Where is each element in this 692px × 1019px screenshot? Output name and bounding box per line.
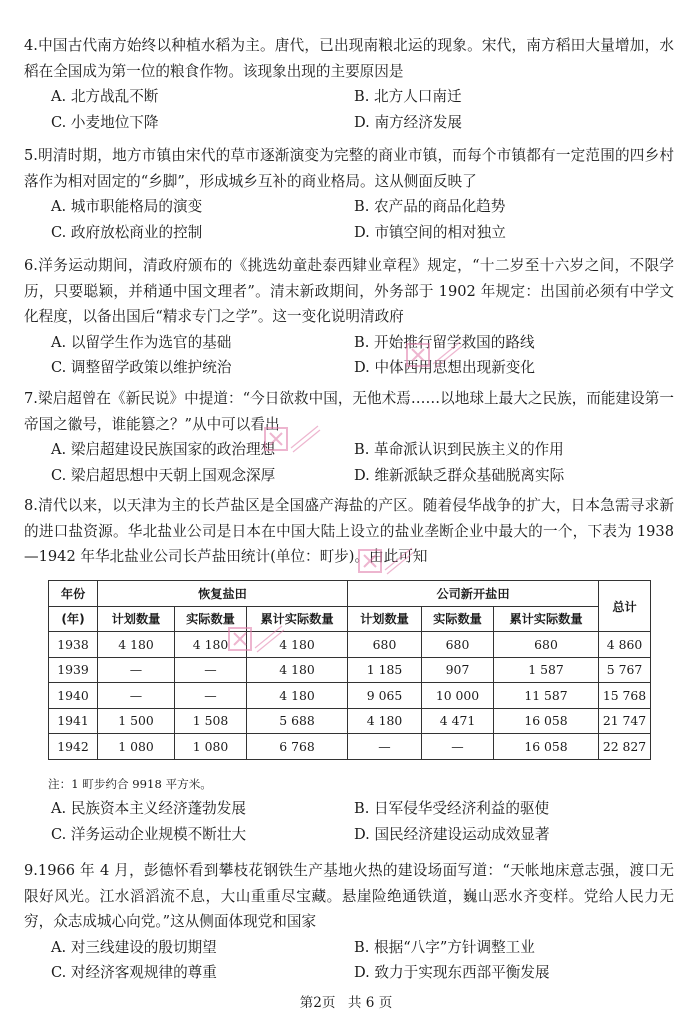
table-note: 注：1 町步约合 9918 平方米。 — [48, 777, 212, 791]
table-row — [49, 683, 651, 709]
value-cell: 1 185 — [348, 657, 422, 683]
value-cell: — — [98, 683, 175, 709]
question-8 — [24, 493, 674, 570]
question-stem: 9.1966 年 4 月，彭德怀看到攀枝花钢铁生产基地火热的建设场面写道：“天帐地床意志强，渡口无限好风光。江水滔滔流不息，大山重重尽宝藏。悬崖险绝通铁道，巍山恶水齐变样。党给人民力无穷，众志成城心向党。”这从侧面体现党和国家 — [24, 862, 674, 930]
watermark-stamp-icon — [356, 540, 416, 584]
option-b[interactable]: B. 根据“八字”方针调整工业 — [354, 938, 535, 956]
option-b[interactable]: B. 农产品的商品化趋势 — [354, 198, 506, 215]
option-a[interactable]: A. 城市职能格局的演变 — [51, 198, 203, 215]
year-cell: 1942 — [49, 734, 98, 760]
value-cell: 1 587 — [494, 657, 599, 683]
value-cell: 4 180 — [348, 708, 422, 734]
value-cell: 1 508 — [175, 708, 247, 734]
option-d[interactable]: D. 南方经济发展 — [354, 113, 463, 131]
value-cell: 9 065 — [348, 683, 422, 709]
table-header-row — [49, 581, 651, 607]
value-cell: 4 471 — [422, 708, 494, 734]
question-5 — [24, 143, 674, 245]
options-grid — [24, 437, 674, 488]
table-body — [49, 632, 651, 760]
option-c[interactable]: C. 梁启超思想中天朝上国观念深厚 — [51, 466, 276, 484]
total-cell: 4 860 — [599, 632, 651, 658]
table-row — [49, 632, 651, 658]
value-cell: 1 080 — [98, 734, 175, 760]
options-grid — [24, 330, 674, 381]
options-grid — [24, 84, 674, 135]
watermark-stamp-icon — [226, 618, 286, 662]
value-cell: — — [98, 657, 175, 683]
total-cell: 21 747 — [599, 708, 651, 734]
value-cell: 907 — [422, 657, 494, 683]
question-9 — [24, 858, 674, 986]
option-a[interactable]: A. 北方战乱不断 — [51, 88, 159, 105]
option-d[interactable]: D. 致力于实现东西部平衡发展 — [354, 964, 550, 981]
value-cell: 680 — [422, 632, 494, 658]
option-a[interactable]: A. 梁启超建设民族国家的政治理想 — [51, 441, 276, 458]
header-group-restored: 恢复盐田 — [98, 581, 348, 607]
header-total: 总计 — [599, 581, 651, 632]
subheader: 累计实际数量 — [247, 606, 348, 632]
page-footer — [0, 991, 692, 1011]
option-d[interactable]: D. 中体西用思想出现新变化 — [354, 359, 535, 376]
option-c[interactable]: C. 政府放松商业的控制 — [51, 223, 203, 241]
value-cell: 16 058 — [494, 708, 599, 734]
option-c[interactable]: C. 洋务运动企业规模不断壮大 — [51, 825, 247, 843]
option-c[interactable]: C. 小麦地位下降 — [51, 113, 159, 131]
total-cell: 15 768 — [599, 683, 651, 709]
question-stem: 5.明清时期，地方市镇由宋代的草市逐渐演变为完整的商业市镇，而每个市镇都有一定范围的四乡村落作为相对固定的“乡脚”，形成城乡互补的商业格局。这从侧面反映了 — [24, 147, 674, 190]
value-cell: 4 180 — [175, 632, 247, 658]
value-cell: 10 000 — [422, 683, 494, 709]
value-cell: — — [348, 734, 422, 760]
year-cell: 1941 — [49, 708, 98, 734]
page-number: 第2页 — [299, 995, 336, 1011]
value-cell: — — [175, 683, 247, 709]
question-6 — [24, 253, 674, 381]
value-cell: — — [422, 734, 494, 760]
option-a[interactable]: A. 以留学生作为选官的基础 — [51, 333, 232, 351]
value-cell: 1 080 — [175, 734, 247, 760]
value-cell: 4 180 — [247, 683, 348, 709]
subheader: 计划数量 — [98, 606, 175, 632]
subheader: 实际数量 — [175, 606, 247, 632]
question-stem: 6.洋务运动期间，清政府颁布的《挑选幼童赴泰西肄业章程》规定，“十二岁至十六岁之间，不限学历，只要聪颖，并稍通中国文理者”。清末新政期间，外务部于 1902 年规定：出国前必须有中学文化程度，以备出国后“精求专门之学”。这一变化说明清政府 — [24, 257, 674, 325]
table-subheader-row — [49, 606, 651, 632]
value-cell: — — [175, 657, 247, 683]
header-year-unit: (年) — [49, 606, 98, 632]
year-cell: 1940 — [49, 683, 98, 709]
statistics-table — [48, 580, 651, 760]
options-grid — [24, 194, 674, 245]
options-grid — [24, 935, 674, 986]
year-cell: 1938 — [49, 632, 98, 658]
value-cell: 6 768 — [247, 734, 348, 760]
option-b[interactable]: B. 开始推行留学救国的路线 — [354, 333, 535, 351]
question-stem: 7.梁启超曾在《新民说》中提道：“今日欲救中国，无他术焉……以地球上最大之民族，而能建设第一帝国之徽号，谁能篡之？”从中可以看出 — [24, 390, 674, 433]
subheader: 计划数量 — [348, 606, 422, 632]
option-d[interactable]: D. 市镇空间的相对独立 — [354, 223, 506, 241]
option-b[interactable]: B. 日军侵华受经济利益的驱使 — [354, 800, 550, 817]
value-cell: 4 180 — [247, 632, 348, 658]
table-row — [49, 657, 651, 683]
subheader: 累计实际数量 — [494, 606, 599, 632]
value-cell: 1 500 — [98, 708, 175, 734]
option-d[interactable]: D. 维新派缺乏群众基础脱离实际 — [354, 466, 565, 484]
watermark-stamp-icon — [262, 418, 322, 462]
option-b[interactable]: B. 北方人口南迁 — [354, 88, 462, 105]
question-stem: 4.中国古代南方始终以种植水稻为主。唐代，已出现南粮北运的现象。宋代，南方稻田大量增加，水稻在全国成为第一位的粮食作物。该现象出现的主要原因是 — [24, 37, 674, 80]
value-cell: 4 180 — [247, 657, 348, 683]
page-total: 共 6 页 — [347, 995, 393, 1011]
table-row — [49, 734, 651, 760]
option-a[interactable]: A. 对三线建设的殷切期望 — [51, 938, 217, 956]
value-cell: 11 587 — [494, 683, 599, 709]
subheader: 实际数量 — [422, 606, 494, 632]
total-cell: 22 827 — [599, 734, 651, 760]
header-group-new: 公司新开盐田 — [348, 581, 599, 607]
options-grid — [24, 796, 674, 847]
table-row — [49, 708, 651, 734]
total-cell: 5 767 — [599, 657, 651, 683]
header-year: 年份 — [49, 581, 98, 607]
option-c[interactable]: C. 对经济客观规律的尊重 — [51, 964, 217, 981]
salt-field-table — [48, 580, 651, 760]
option-a[interactable]: A. 民族资本主义经济蓬勃发展 — [51, 800, 246, 817]
option-c[interactable]: C. 调整留学政策以维护统治 — [51, 359, 232, 376]
question-stem: 8.清代以来，以天津为主的长芦盐区是全国盛产海盐的产区。随着侵华战争的扩大，日本急需寻求新的进口盐资源。华北盐业公司是日本在中国大陆上设立的盐业垄断企业中最大的一个，下表为 1938—1942 年华北盐业公司长芦盐田统计(单位：町步)。由此可知 — [24, 497, 674, 565]
question-8-options — [24, 796, 674, 847]
value-cell: 16 058 — [494, 734, 599, 760]
option-d[interactable]: D. 国民经济建设运动成效显著 — [354, 825, 550, 843]
value-cell: 680 — [348, 632, 422, 658]
value-cell: 5 688 — [247, 708, 348, 734]
value-cell: 680 — [494, 632, 599, 658]
question-7 — [24, 386, 674, 488]
year-cell: 1939 — [49, 657, 98, 683]
value-cell: 4 180 — [98, 632, 175, 658]
question-4 — [24, 33, 674, 135]
watermark-stamp-icon — [404, 334, 464, 378]
option-b[interactable]: B. 革命派认识到民族主义的作用 — [354, 441, 564, 458]
